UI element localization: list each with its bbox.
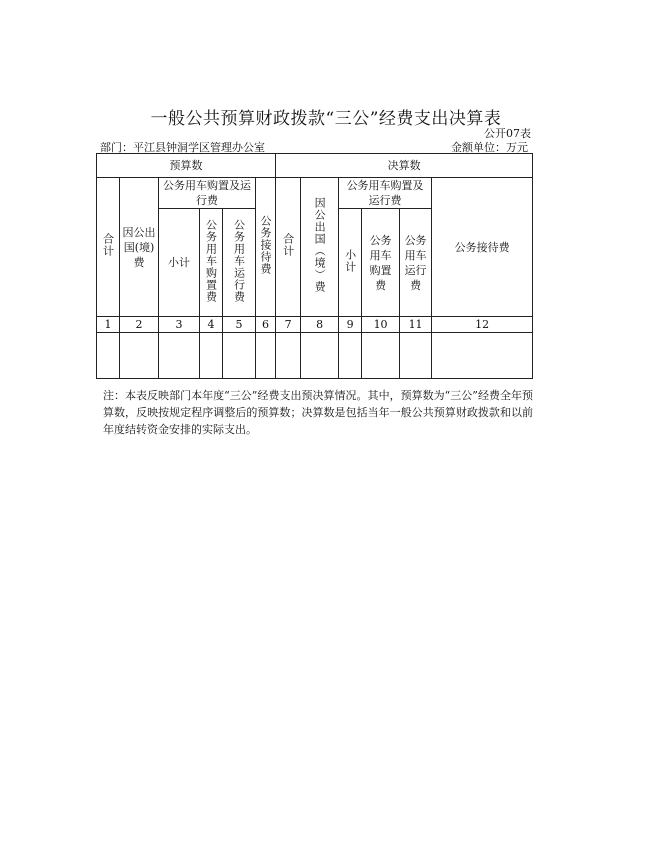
data-cell bbox=[276, 333, 301, 379]
data-cell bbox=[362, 333, 400, 379]
three-public-expenses-table bbox=[96, 153, 533, 379]
unit-label: 金额单位：万元 bbox=[451, 141, 528, 154]
col-number: 4 bbox=[200, 317, 223, 333]
col-number: 10 bbox=[362, 317, 400, 333]
data-cell bbox=[223, 333, 256, 379]
final-overseas-header: 因公出国（境）费 bbox=[301, 178, 339, 317]
data-cell bbox=[339, 333, 362, 379]
col-number: 11 bbox=[400, 317, 432, 333]
budget-vehicle-operation-header: 公务用车运行费 bbox=[223, 209, 256, 317]
form-code: 公开07表 bbox=[484, 127, 531, 140]
col-number: 2 bbox=[120, 317, 159, 333]
data-cell bbox=[159, 333, 200, 379]
col-number: 3 bbox=[159, 317, 200, 333]
data-cell bbox=[400, 333, 432, 379]
budget-header: 预算数 bbox=[97, 154, 276, 178]
data-row bbox=[97, 333, 533, 379]
budget-total-header: 合计 bbox=[97, 178, 120, 317]
department-label: 部门：平江县钟洞学区管理办公室 bbox=[100, 141, 265, 154]
budget-vehicle-group-header: 公务用车购置及运行费 bbox=[159, 178, 256, 209]
col-number: 12 bbox=[432, 317, 533, 333]
budget-subtotal-header: 小计 bbox=[159, 209, 200, 317]
final-vehicle-group-header: 公务用车购置及运行费 bbox=[339, 178, 432, 209]
col-number: 8 bbox=[301, 317, 339, 333]
table-note: 注：本表反映部门本年度“三公”经费支出预决算情况。其中，预算数为“三公”经费全年预算数，反映按规定程序调整后的预算数；决算数是包括当年一般公共预算财政拨款和以前年度结转资金安排的实际支出。 bbox=[103, 389, 533, 436]
col-number: 1 bbox=[97, 317, 120, 333]
data-cell bbox=[256, 333, 276, 379]
col-number: 7 bbox=[276, 317, 301, 333]
data-cell bbox=[432, 333, 533, 379]
col-number: 5 bbox=[223, 317, 256, 333]
data-cell bbox=[301, 333, 339, 379]
budget-vehicle-purchase-header: 公务用车购置费 bbox=[200, 209, 223, 317]
final-vehicle-operation-header: 公务用车运行费 bbox=[400, 209, 432, 317]
budget-overseas-header: 因公出国(境)费 bbox=[120, 178, 159, 317]
final-reception-header: 公务接待费 bbox=[432, 178, 533, 317]
data-cell bbox=[97, 333, 120, 379]
final-vehicle-purchase-header: 公务用车购置费 bbox=[362, 209, 400, 317]
col-number: 9 bbox=[339, 317, 362, 333]
column-number-row bbox=[97, 317, 533, 333]
final-total-header: 合计 bbox=[276, 178, 301, 317]
data-cell bbox=[200, 333, 223, 379]
final-header: 决算数 bbox=[276, 154, 533, 178]
final-subtotal-header: 小计 bbox=[339, 209, 362, 317]
data-cell bbox=[120, 333, 159, 379]
page-title: 一般公共预算财政拨款“三公”经费支出决算表 bbox=[150, 109, 502, 129]
col-number: 6 bbox=[256, 317, 276, 333]
budget-reception-header: 公务接待费 bbox=[256, 178, 276, 317]
